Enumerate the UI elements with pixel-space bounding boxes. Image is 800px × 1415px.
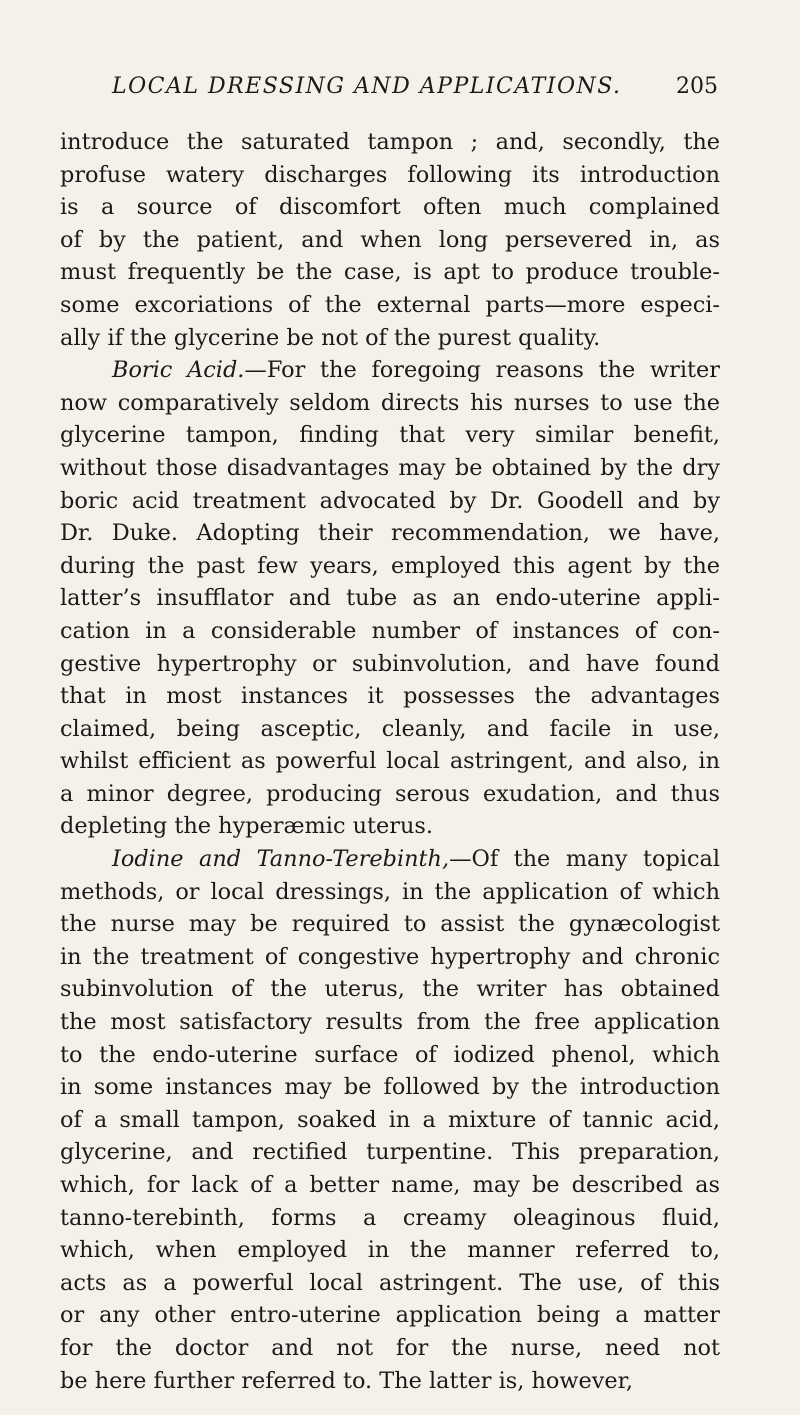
body-text — [60, 126, 720, 1397]
line-text: the nurse may be required to assist the gynæcologist — [60, 911, 720, 938]
line-text: is a source of discomfort often much complained — [60, 194, 720, 221]
line-text: profuse watery discharges following its introduction — [60, 161, 720, 188]
line-text: introduce the saturated tampon ; and, secondly, the — [60, 129, 720, 155]
text-line — [60, 941, 720, 974]
line-text: whilst efficient as powerful local astringent, and also, in — [60, 748, 720, 775]
text-line — [60, 843, 720, 876]
text-line — [60, 973, 720, 1006]
running-title: LOCAL DRESSING AND APPLICATIONS. — [112, 74, 622, 99]
text-line — [60, 419, 720, 452]
line-text: which, for lack of a better name, may be described as — [60, 1172, 720, 1198]
text-line — [60, 1104, 720, 1137]
text-line — [60, 778, 720, 811]
text-line — [60, 876, 720, 909]
text-line — [60, 648, 720, 681]
line-text: depleting the hyperæmic uterus. — [60, 813, 433, 840]
line-text: —For the foregoing reasons the writer — [244, 357, 720, 384]
text-line — [60, 224, 720, 257]
line-text: tanno-terebinth, forms a creamy oleaginous fluid, — [60, 1204, 720, 1231]
text-line — [60, 713, 720, 746]
line-text: the most satisfactory results from the free application — [60, 1009, 720, 1036]
line-text: or any other entro-uterine application being a matter — [60, 1302, 720, 1329]
text-line — [60, 322, 720, 355]
line-text: during the past few years, employed this agent by the — [60, 552, 720, 579]
text-line — [60, 354, 720, 387]
line-text: acts as a powerful local astringent. The use, of this — [60, 1269, 720, 1296]
line-text: which, when employed in the manner referred to, — [60, 1237, 720, 1264]
line-text: in some instances may be followed by the introduction — [60, 1074, 720, 1101]
line-text: ally if the glycerine be not of the purest quality. — [60, 324, 601, 351]
text-line — [60, 1332, 720, 1365]
text-line — [60, 1006, 720, 1039]
line-text: of by the patient, and when long persevered in, as — [60, 226, 720, 253]
line-text: of a small tampon, soaked in a mixture of tannic acid, — [60, 1106, 720, 1133]
line-text: subinvolution of the uterus, the writer has obtained — [60, 976, 720, 1003]
line-text: —Of the many topical — [449, 846, 720, 873]
page-number: 205 — [676, 74, 718, 99]
line-text: gestive hypertrophy or subinvolution, and have found — [60, 650, 720, 677]
text-line — [60, 452, 720, 485]
line-text: now comparatively seldom directs his nurses to use the — [60, 389, 720, 416]
line-text: claimed, being asceptic, cleanly, and facile in use, — [60, 715, 720, 742]
line-text: a minor degree, producing serous exudation, and thus — [60, 780, 720, 807]
text-line — [60, 680, 720, 713]
line-text: be here further referred to. The latter is, however, — [60, 1367, 634, 1394]
running-head — [112, 74, 718, 108]
text-line — [60, 126, 720, 159]
line-text: latter’s insufflator and tube as an endo-uterine appli- — [60, 585, 720, 612]
line-text: glycerine, and rectified turpentine. This preparation, — [60, 1139, 720, 1166]
line-text: methods, or local dressings, in the application of which — [60, 878, 720, 905]
line-text: glycerine tampon, finding that very similar benefit, — [60, 422, 720, 449]
text-line — [60, 908, 720, 941]
text-line — [60, 485, 720, 518]
line-text: to the endo-uterine surface of iodized phenol, which — [60, 1041, 720, 1068]
text-line — [60, 550, 720, 583]
text-line — [60, 387, 720, 420]
text-line — [60, 810, 720, 843]
text-line — [60, 1039, 720, 1072]
text-line — [60, 1071, 720, 1104]
text-line — [60, 1202, 720, 1235]
text-line — [60, 517, 720, 550]
text-line — [60, 1234, 720, 1267]
line-text: in the treatment of congestive hypertrophy and chronic — [60, 943, 720, 970]
line-text: cation in a considerable number of instances of con- — [60, 617, 720, 644]
line-text: must frequently be the case, is apt to produce trouble- — [60, 259, 720, 286]
line-text: for the doctor and not for the nurse, need not — [60, 1334, 720, 1361]
text-line — [60, 745, 720, 778]
text-line — [60, 1169, 720, 1202]
line-text: Dr. Duke. Adopting their recommendation, we have, — [60, 520, 720, 547]
line-text: boric acid treatment advocated by Dr. Goodell and by — [60, 487, 720, 514]
text-line — [60, 1365, 720, 1398]
text-line — [60, 1267, 720, 1300]
text-line — [60, 582, 720, 615]
line-text: that in most instances it possesses the advantages — [60, 683, 720, 710]
text-line — [60, 1136, 720, 1169]
text-line — [60, 159, 720, 192]
line-text: some excoriations of the external parts—more especi- — [60, 291, 720, 318]
text-line — [60, 289, 720, 322]
text-line — [60, 615, 720, 648]
section-heading: Iodine and Tanno-Terebinth, — [112, 846, 450, 873]
section-heading: Boric Acid. — [112, 357, 245, 384]
text-line — [60, 256, 720, 289]
text-line — [60, 1299, 720, 1332]
line-text: without those disadvantages may be obtained by the dry — [60, 454, 720, 481]
text-line — [60, 191, 720, 224]
